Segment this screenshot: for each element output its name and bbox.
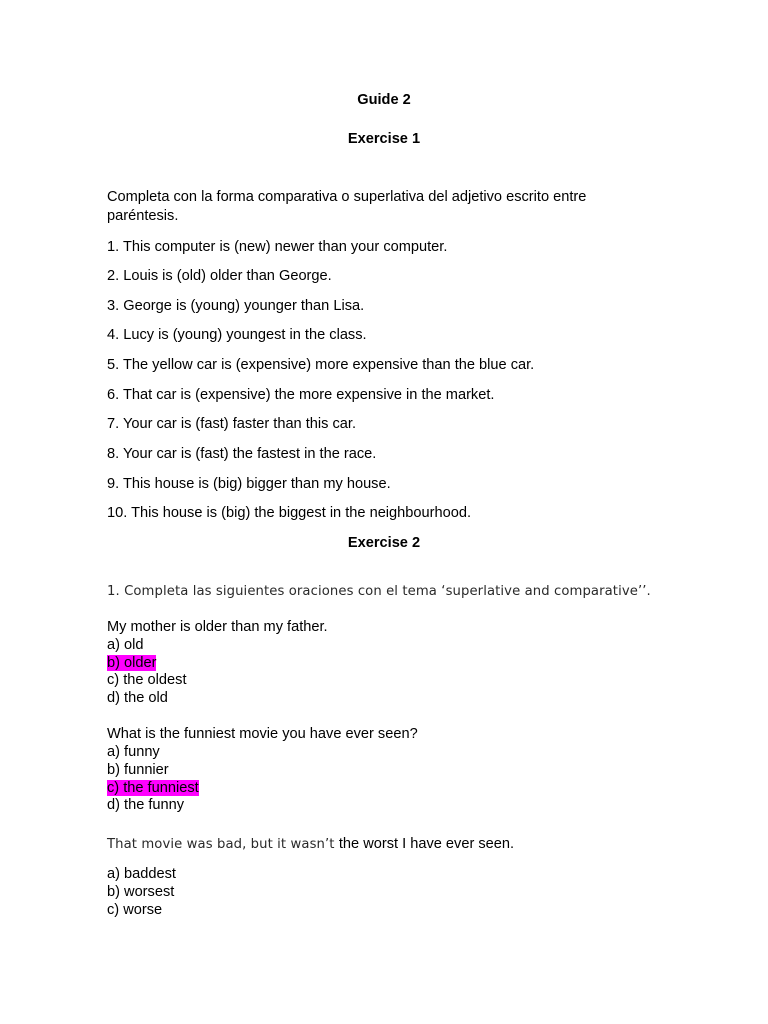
exercise-1-item: 1. This computer is (new) newer than your computer. bbox=[107, 239, 448, 255]
exercise-1-item: 4. Lucy is (young) youngest in the class. bbox=[107, 327, 367, 343]
question-1-option-b bbox=[107, 654, 156, 672]
exercise-2-heading: Exercise 2 bbox=[347, 535, 421, 551]
exercise-1-item: 5. The yellow car is (expensive) more expensive than the blue car. bbox=[107, 357, 535, 373]
exercise-2-instructions: 1. Completa las siguientes oraciones con el tema ‘superlative and comparative’’. bbox=[107, 584, 651, 599]
exercise-1-item: 7. Your car is (fast) faster than this car. bbox=[107, 416, 357, 432]
question-3-option-a: a) baddest bbox=[107, 866, 176, 882]
question-2-option-a: a) funny bbox=[107, 744, 160, 760]
question-2-sentence: What is the funniest movie you have ever seen? bbox=[107, 726, 418, 742]
question-1-option-c: c) the oldest bbox=[107, 672, 187, 688]
question-3-option-b: b) worsest bbox=[107, 884, 175, 900]
question-3-sentence-start: That movie was bad, but it wasn’t bbox=[107, 837, 339, 852]
exercise-1-item: 9. This house is (big) bigger than my house. bbox=[107, 476, 391, 492]
answer-highlight: c) the funniest bbox=[107, 780, 199, 796]
question-2-option-c bbox=[107, 779, 199, 797]
exercise-1-item: 10. This house is (big) the biggest in the neighbourhood. bbox=[107, 505, 472, 521]
exercise-1-item: 3. George is (young) younger than Lisa. bbox=[107, 298, 365, 314]
question-3-sentence bbox=[107, 835, 514, 854]
question-1-sentence: My mother is older than my father. bbox=[107, 619, 328, 635]
exercise-1-heading: Exercise 1 bbox=[347, 131, 421, 147]
exercise-1-item: 2. Louis is (old) older than George. bbox=[107, 268, 332, 284]
answer-highlight: b) older bbox=[107, 655, 157, 671]
exercise-1-item: 6. That car is (expensive) the more expensive in the market. bbox=[107, 387, 495, 403]
exercise-1-item: 8. Your car is (fast) the fastest in the race. bbox=[107, 446, 377, 462]
question-2-option-d: d) the funny bbox=[107, 797, 185, 813]
question-3-sentence-end: the worst I have ever seen. bbox=[338, 836, 515, 852]
question-3-option-c: c) worse bbox=[107, 902, 163, 918]
question-1-option-d: d) the old bbox=[107, 690, 168, 706]
question-2-option-b: b) funnier bbox=[107, 762, 169, 778]
question-1-option-a: a) old bbox=[107, 637, 144, 653]
document-title: Guide 2 bbox=[357, 92, 411, 108]
exercise-1-instructions: Completa con la forma comparativa o superlativa del adjetivo escrito entre paréntesis. bbox=[107, 189, 587, 224]
